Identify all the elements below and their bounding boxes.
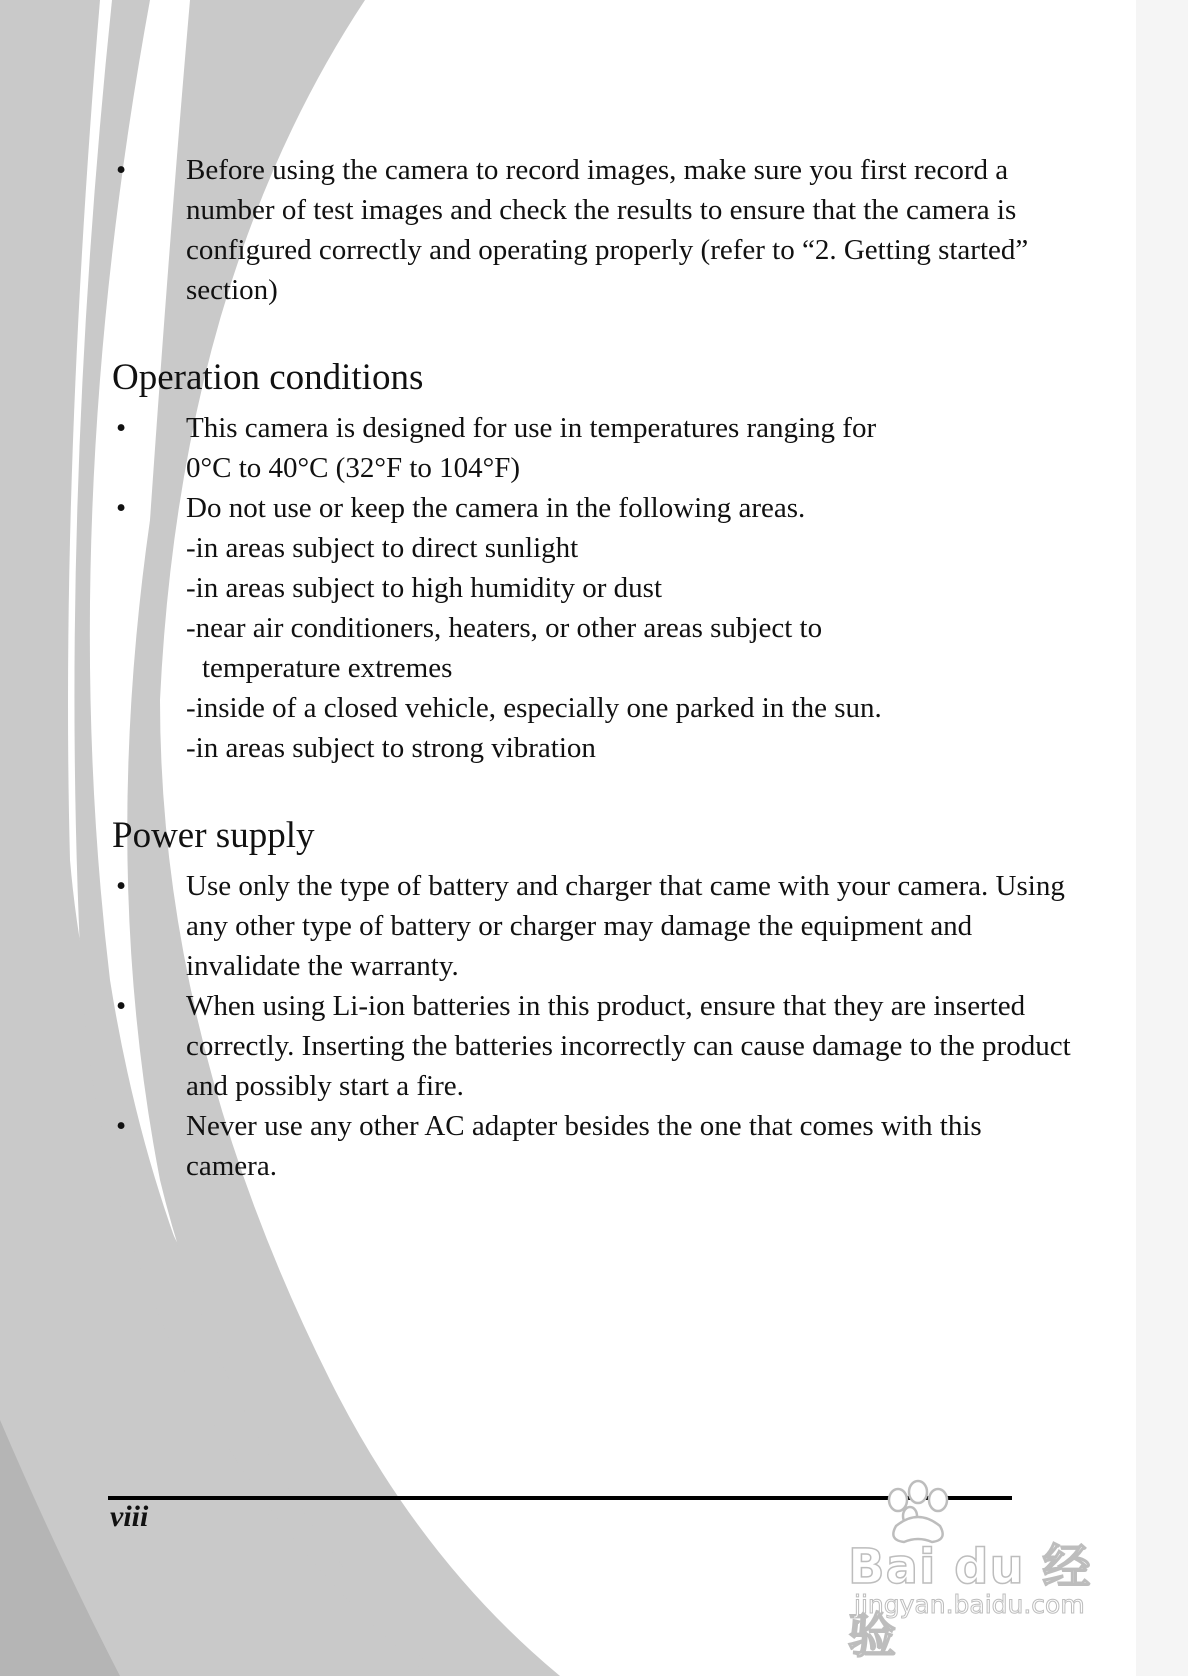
bullet-line: This camera is designed for use in temperatures ranging for xyxy=(186,412,877,444)
bullet-line: -in areas subject to strong vibration xyxy=(186,732,596,764)
bullet-text: Use only the type of battery and charger that came with your camera. Using any other type of battery or charger may damage the equipment and invalidate the warranty. xyxy=(186,870,1065,982)
bullet-line: temperature extremes xyxy=(202,652,453,684)
baidu-watermark xyxy=(836,1478,1116,1664)
section-heading-operation-conditions: Operation conditions xyxy=(112,357,424,398)
operation-bullet-item xyxy=(112,488,1072,768)
bullet-text: Before using the camera to record images, make sure you first record a number of test images and check the results to ensure that the camera is configured correctly and operating properly (refer to “2. Getting started” section) xyxy=(186,154,1029,306)
bullet-dot: • xyxy=(116,412,127,444)
bullet-text: When using Li-ion batteries in this product, ensure that they are inserted correctly. Inserting the batteries incorrectly can cause damage to the product and possibly start a fire. xyxy=(186,990,1071,1102)
operation-bullet-item xyxy=(112,408,1072,488)
bullet-line: -in areas subject to direct sunlight xyxy=(186,532,579,564)
bullet-dot: • xyxy=(116,1110,127,1142)
page-edge-strip xyxy=(1136,0,1188,1676)
bullet-dot: • xyxy=(116,154,127,186)
watermark-url: jingyan.baidu.com xyxy=(854,1590,1085,1619)
power-bullet-item xyxy=(112,866,1072,986)
document-body xyxy=(112,150,1072,1186)
intro-bullet-item xyxy=(112,150,1072,310)
bullet-dot: • xyxy=(116,492,127,524)
bullet-line: Do not use or keep the camera in the following areas. xyxy=(186,492,806,524)
bullet-line: 0°C to 40°C (32°F to 104°F) xyxy=(186,452,521,484)
bullet-line: -near air conditioners, heaters, or other areas subject to xyxy=(186,612,823,644)
bullet-line: -in areas subject to high humidity or dust xyxy=(186,572,663,604)
power-bullet-item xyxy=(112,986,1072,1106)
power-bullet-item xyxy=(112,1106,1072,1186)
section-heading-power-supply: Power supply xyxy=(112,815,315,856)
bullet-line: -inside of a closed vehicle, especially one parked in the sun. xyxy=(186,692,882,724)
page-number: viii xyxy=(110,1500,149,1533)
watermark-brand: Bai du 经验 xyxy=(848,1539,1092,1664)
bullet-text: Never use any other AC adapter besides the one that comes with this camera. xyxy=(186,1110,982,1182)
bullet-dot: • xyxy=(116,870,127,902)
bullet-dot: • xyxy=(116,990,127,1022)
